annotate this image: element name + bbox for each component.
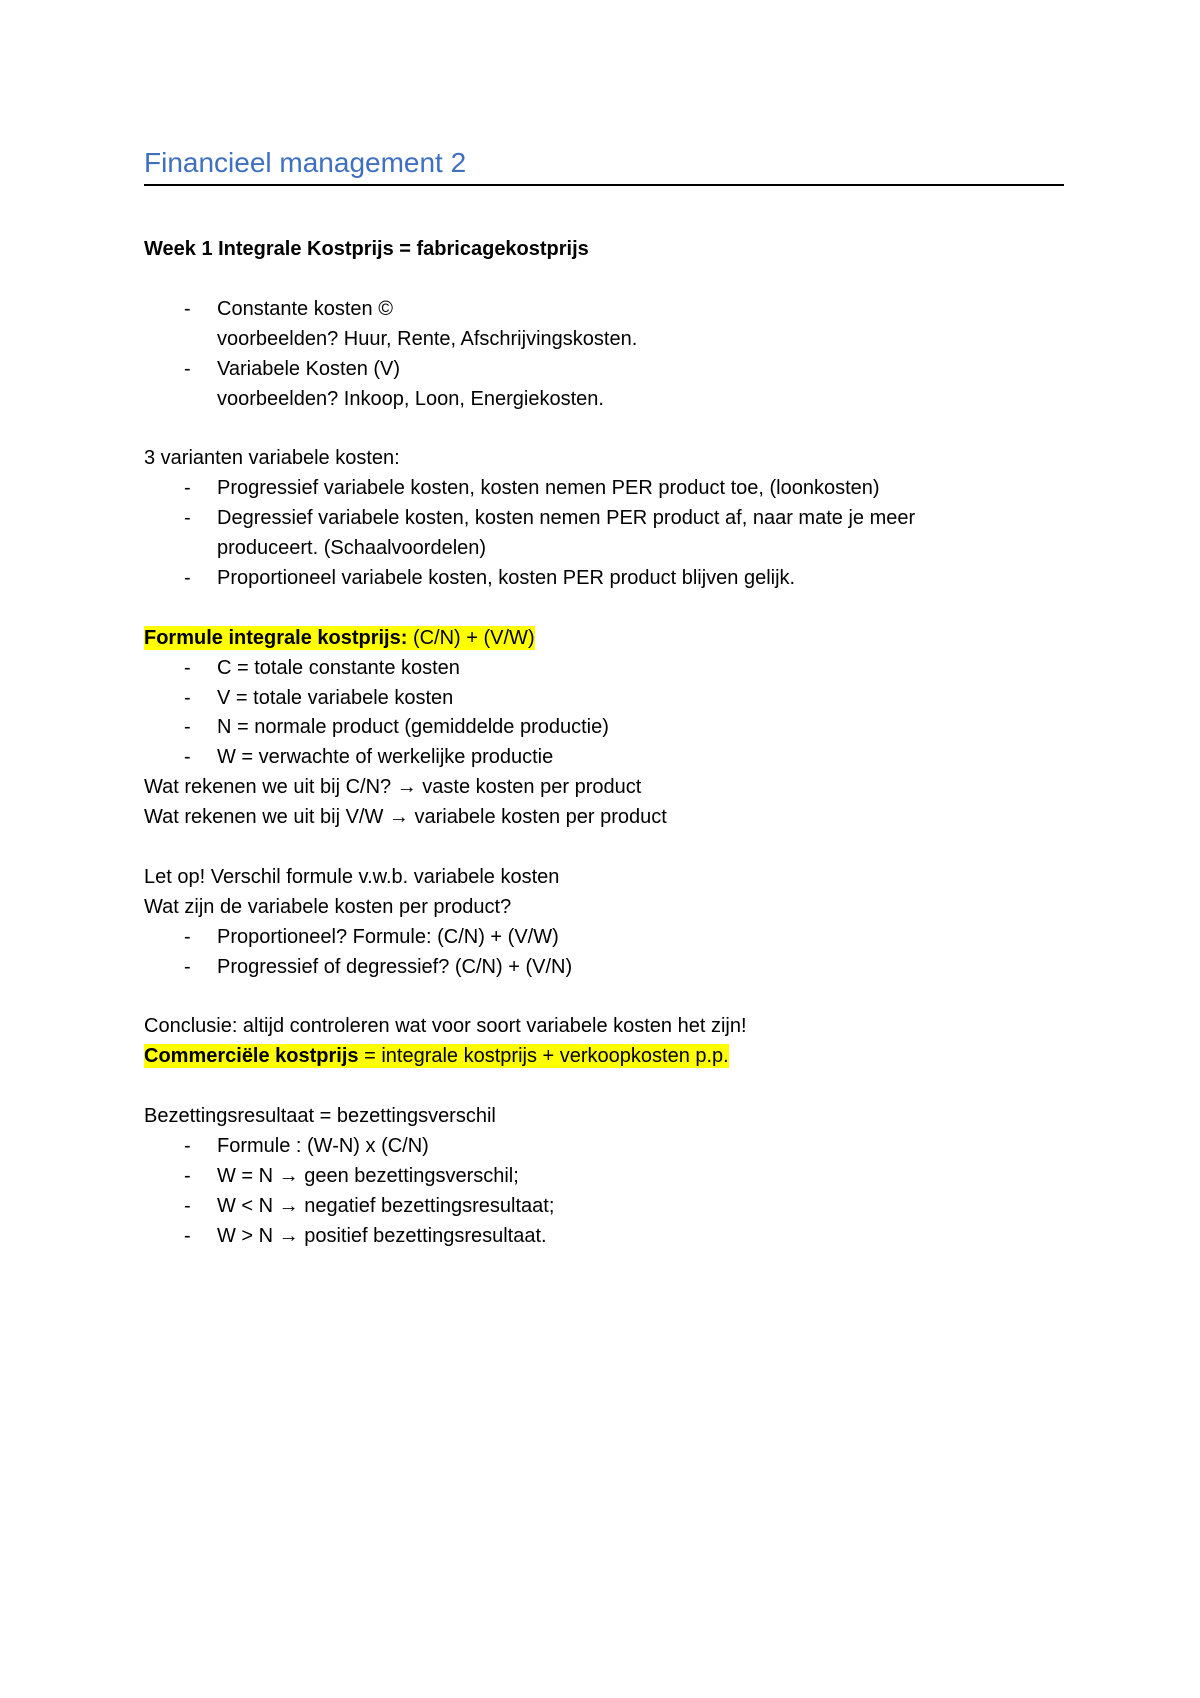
- cost-type-examples: voorbeelden? Inkoop, Loon, Energiekosten.: [217, 387, 604, 410]
- formula-list: [144, 654, 1064, 774]
- list-item: - Formule : (W-N) x (C/N): [184, 1135, 429, 1158]
- cost-type-examples: voorbeelden? Huur, Rente, Afschrijvingskosten.: [217, 327, 638, 350]
- list-item: - Constante kosten © voorbeelden? Huur, Rente, Afschrijvingskosten.: [144, 295, 1064, 355]
- variants-heading: 3 varianten variabele kosten:: [144, 447, 400, 470]
- document-title: Financieel management 2: [144, 147, 467, 178]
- bezetting-list: [144, 1132, 1064, 1252]
- document-body: [144, 235, 1064, 1252]
- letop-list: [144, 923, 1064, 983]
- list-item: - Progressief variabele kosten, kosten nemen PER product toe, (loonkosten): [184, 477, 880, 500]
- list-item: - W = verwachte of werkelijke productie: [184, 746, 554, 769]
- list-item: - W > N → positief bezettingsresultaat.: [184, 1224, 547, 1247]
- title-underline: [144, 184, 1064, 186]
- cost-types-list: [144, 295, 1064, 415]
- arrow-icon: →: [278, 1224, 299, 1247]
- cost-type-label: Constante kosten ©: [217, 297, 393, 320]
- week-heading: Week 1 Integrale Kostprijs = fabricagekostprijs: [144, 238, 589, 260]
- list-item: - Proportioneel? Formule: (C/N) + (V/W): [184, 925, 559, 948]
- list-item: - W < N → negatief bezettingsresultaat;: [184, 1194, 555, 1217]
- calc-line: Wat rekenen we uit bij V/W → variabele kosten per product: [144, 806, 667, 829]
- list-item: - Proportioneel variabele kosten, kosten PER product blijven gelijk.: [184, 566, 796, 589]
- bezetting-heading: Bezettingsresultaat = bezettingsverschil: [144, 1105, 496, 1128]
- conclusion-line: Conclusie: altijd controleren wat voor soort variabele kosten het zijn!: [144, 1015, 747, 1038]
- arrow-icon: →: [396, 776, 417, 799]
- list-item: - N = normale product (gemiddelde productie): [184, 716, 609, 739]
- formula-heading: [144, 624, 1064, 654]
- list-item: - V = totale variabele kosten: [184, 686, 454, 709]
- list-item: - Degressief variabele kosten, kosten nemen PER product af, naar mate je meer produceert. (Schaalvoordelen): [184, 507, 916, 560]
- variants-list: [144, 474, 1064, 594]
- question-line: Wat zijn de variabele kosten per product?: [144, 895, 512, 918]
- list-item: - C = totale constante kosten: [184, 656, 460, 679]
- arrow-icon: →: [278, 1194, 299, 1217]
- cost-type-label: Variabele Kosten (V): [217, 357, 401, 380]
- arrow-icon: →: [388, 806, 409, 829]
- letop-line: Let op! Verschil formule v.w.b. variabele kosten: [144, 865, 560, 888]
- commercial-highlight: Commerciële kostprijs = integrale kostprijs + verkoopkosten p.p.: [144, 1045, 729, 1068]
- list-item: - Variabele Kosten (V) voorbeelden? Inkoop, Loon, Energiekosten.: [144, 355, 1064, 415]
- calc-line: Wat rekenen we uit bij C/N? → vaste kosten per product: [144, 776, 642, 799]
- list-item: - W = N → geen bezettingsverschil;: [184, 1165, 519, 1187]
- formula-highlight: Formule integrale kostprijs: (C/N) + (V/W): [144, 626, 535, 649]
- list-item: - Progressief of degressief? (C/N) + (V/N): [184, 955, 573, 978]
- commercial-line: [144, 1042, 1064, 1072]
- arrow-icon: →: [278, 1165, 299, 1187]
